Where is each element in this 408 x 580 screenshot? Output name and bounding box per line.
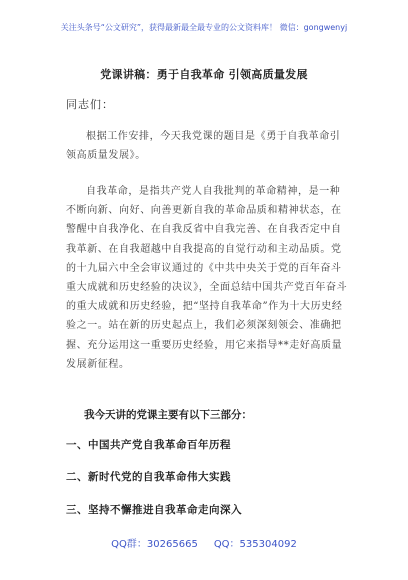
section-heading-1: 一、中国共产党自我革命百年历程 — [66, 439, 231, 451]
footer-contact — [0, 535, 408, 550]
section-heading-2: 二、新时代党的自我革命伟大实践 — [66, 471, 231, 483]
document-title: 党课讲稿：勇于自我革命 引领高质量发展 — [100, 68, 308, 81]
paragraph-intro: 根据工作安排，今天我党课的题目是《勇于自我革命引领高质量发展》。 — [66, 131, 341, 162]
sections-intro: 我今天讲的党课主要有以下三部分： — [84, 409, 252, 421]
header-notice: 关注头条号“公文研究”，获得最新最全最专业的公文资料库！ 微信：gongwenyj — [60, 23, 348, 32]
footer-qq: QQ：535304092 — [213, 539, 297, 550]
footer-qq-group: QQ群：30265665 — [111, 539, 198, 550]
paragraph-self-revolution: 自我革命，是指共产党人自我批判的革命精神，是一种不断向新、向好、向善更新自我的革命品质和精神状态，在警醒中自我净化、在自我反省中自我完善、在自我否定中自我革新、在自我超越中自我提高的自觉行动和主动品质。党的十九届六中全会审议通过的《中共中央关于党的百年奋斗重大成就和历史经验的决议》，全面总结中国共产党百年奋斗的重大成就和历史经验，把“坚持自我革命”作为十大历史经验之一。站在新的历史起点上，我们必须深刻领会、准确把握、充分运用这一重要历史经验，用它来指导**走好高质量发展新征程。 — [66, 186, 348, 370]
section-heading-3: 三、坚持不懈推进自我革命走向深入 — [66, 504, 242, 516]
salutation: 同志们： — [66, 98, 114, 111]
